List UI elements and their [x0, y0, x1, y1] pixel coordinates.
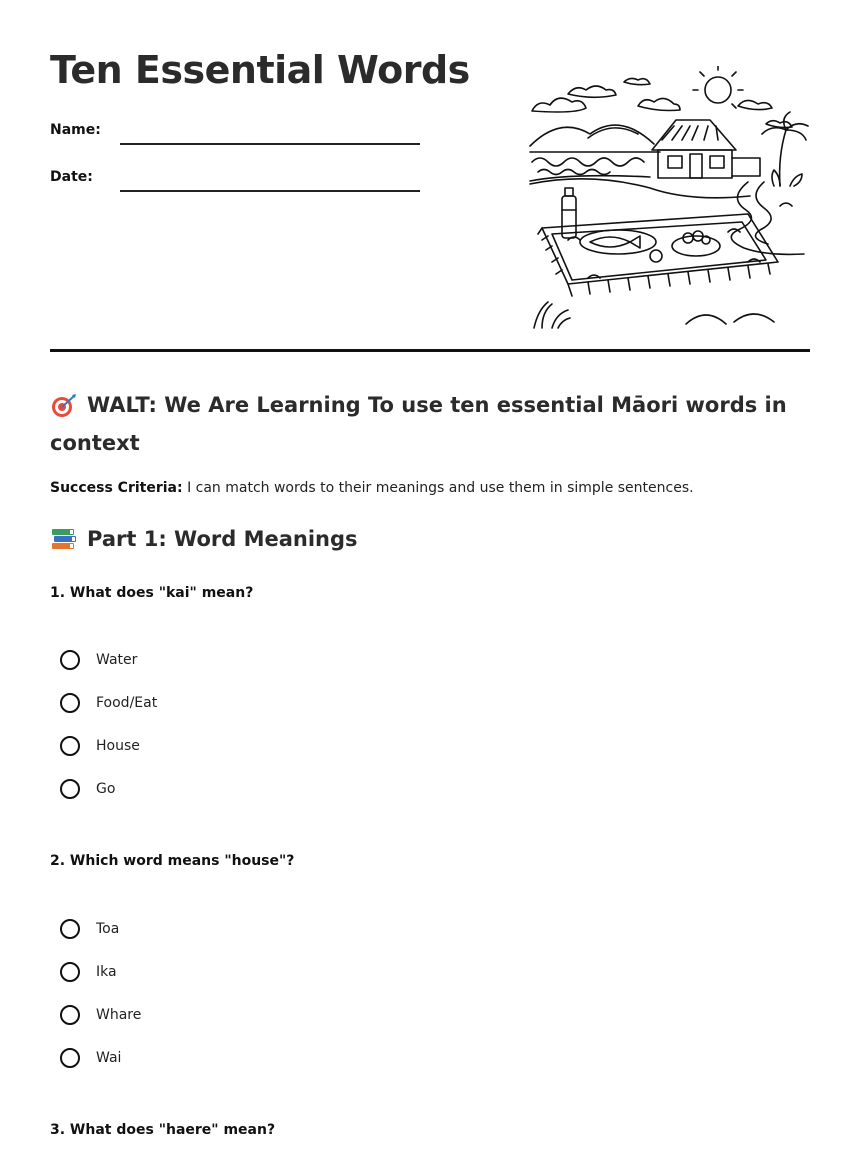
question-1: 1. What does "kai" mean?: [50, 585, 254, 601]
radio-button[interactable]: [60, 919, 80, 939]
part1-heading: [50, 526, 358, 552]
option-label: Go: [96, 781, 116, 797]
walt-heading: [50, 386, 790, 462]
q2-option-1[interactable]: [60, 916, 119, 942]
worksheet-title: Ten Essential Words: [50, 48, 470, 92]
option-label: Water: [96, 652, 138, 668]
target-icon: [50, 393, 78, 419]
picnic-illustration: [528, 66, 812, 332]
walt-text: WALT: We Are Learning To use ten essential Māori words in context: [50, 393, 787, 455]
option-label: House: [96, 738, 140, 754]
option-label: Ika: [96, 964, 117, 980]
q2-option-3[interactable]: [60, 1002, 141, 1028]
option-label: Food/Eat: [96, 695, 158, 711]
name-label: Name:: [50, 122, 101, 138]
success-criteria: [50, 480, 694, 496]
date-label: Date:: [50, 169, 93, 185]
radio-button[interactable]: [60, 1048, 80, 1068]
q1-option-3[interactable]: [60, 733, 140, 759]
q1-option-4[interactable]: [60, 776, 115, 802]
house-icon: [652, 120, 760, 178]
books-icon: [50, 526, 78, 552]
q2-option-4[interactable]: [60, 1045, 121, 1071]
option-label: Wai: [96, 1050, 122, 1066]
radio-button[interactable]: [60, 736, 80, 756]
name-field[interactable]: [120, 143, 420, 145]
radio-button[interactable]: [60, 779, 80, 799]
part1-title: Part 1: Word Meanings: [87, 527, 358, 551]
radio-button[interactable]: [60, 650, 80, 670]
option-label: Whare: [96, 1007, 142, 1023]
success-criteria-text: I can match words to their meanings and use them in simple sentences.: [187, 480, 694, 496]
date-field[interactable]: [120, 190, 420, 192]
q2-option-2[interactable]: [60, 959, 117, 985]
sun-icon: [693, 66, 743, 108]
option-label: Toa: [96, 921, 120, 937]
question-3: 3. What does "haere" mean?: [50, 1122, 276, 1138]
success-criteria-label: Success Criteria:: [50, 480, 183, 496]
radio-button[interactable]: [60, 962, 80, 982]
question-2: 2. Which word means "house"?: [50, 853, 295, 869]
radio-button[interactable]: [60, 693, 80, 713]
q1-option-1[interactable]: [60, 647, 137, 673]
section-divider: [50, 349, 810, 352]
radio-button[interactable]: [60, 1005, 80, 1025]
q1-option-2[interactable]: [60, 690, 157, 716]
